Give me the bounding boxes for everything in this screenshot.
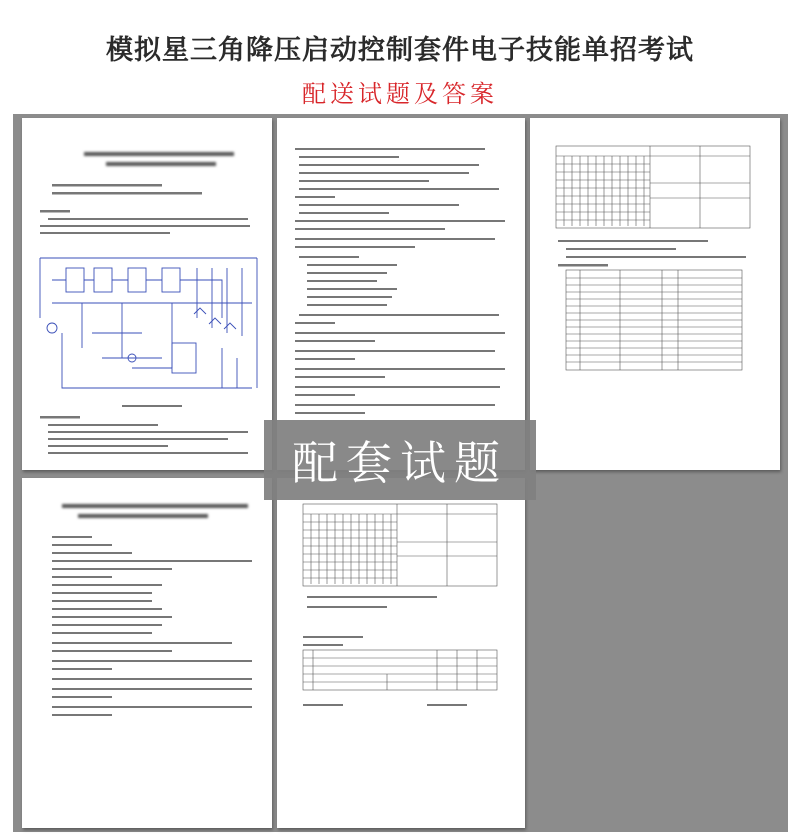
page-1-heading-blur [84, 152, 234, 166]
page-4-content [22, 478, 272, 828]
page-3-grid-table [556, 146, 750, 228]
page-4-text-lines [52, 536, 252, 716]
overlay-label: 配套试题 [292, 436, 508, 490]
page-5-grid-table [303, 504, 497, 586]
exam-page-5 [277, 478, 525, 828]
page-3-text-lines [558, 240, 746, 267]
page-3-component-table [566, 270, 742, 370]
exam-page-3 [530, 118, 780, 470]
overlay-label-box [264, 420, 536, 500]
page-title: 模拟星三角降压启动控制套件电子技能单招考试 [106, 35, 694, 66]
page-5-score-table [303, 650, 497, 690]
page-1-lower-text [40, 405, 248, 454]
page-5-text-lines [303, 596, 467, 706]
page-5-content [277, 478, 525, 828]
page-2-text-lines [295, 148, 505, 414]
schematic-diagram [36, 250, 264, 400]
page-3-content [530, 118, 780, 470]
page-1-text-lines [40, 184, 250, 234]
page-2-content [277, 118, 525, 470]
exam-page-2 [277, 118, 525, 470]
page-1-content [22, 118, 272, 470]
page-subtitle: 配送试题及答案 [302, 80, 498, 108]
exam-page-4 [22, 478, 272, 828]
page-4-heading-blur [62, 504, 248, 518]
exam-page-1 [22, 118, 272, 470]
